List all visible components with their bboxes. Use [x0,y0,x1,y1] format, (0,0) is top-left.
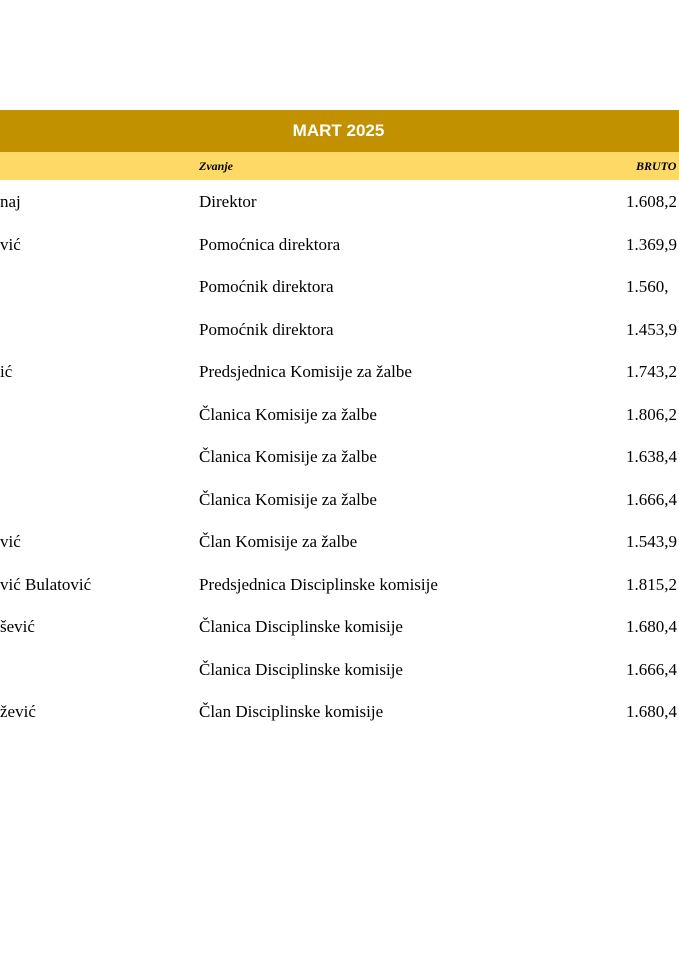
table-row [0,478,679,521]
cell-title: Član Komisije za žalbe [199,532,358,551]
cell-amount: 1.680,4 [626,617,677,636]
cell-amount: 1.680,4 [626,702,677,721]
cell-amount: 1.666,4 [626,659,677,679]
table-row [0,350,679,393]
table-row [0,308,679,351]
cell-title: Predsjednica Komisije za žalbe [199,362,412,381]
column-header-bruto: BRUTO [636,159,677,173]
table-row [0,223,679,266]
table-row [0,393,679,436]
table-title-band [0,110,679,152]
cell-amount: 1.369,9 [626,234,677,254]
cell-title: Članica Disciplinske komisije [199,659,403,679]
cell-amount: 1.638,4 [626,447,677,466]
cell-amount: 1.608,2 [626,192,677,211]
table-row [0,690,679,733]
cell-amount: 1.666,4 [626,489,677,509]
cell-name: vić [0,234,21,254]
cell-title: Članica Komisije za žalbe [199,404,377,424]
cell-name: šević [0,617,35,636]
table-row [0,648,679,691]
cell-title: Direktor [199,192,257,211]
cell-amount: 1.560, [626,277,669,296]
cell-name: naj [0,192,21,211]
table-header-row [0,152,679,180]
cell-title: Predsjednica Disciplinske komisije [199,574,438,594]
cell-name: vić Bulatović [0,574,92,594]
table-row [0,563,679,606]
cell-amount: 1.543,9 [626,532,677,551]
cell-name: žević [0,702,36,721]
cell-title: Pomoćnik direktora [199,277,334,296]
cell-name: ić [0,362,13,381]
table-row [0,180,679,223]
table-row [0,605,679,648]
table-title: MART 2025 [292,121,385,140]
cell-amount: 1.453,9 [626,319,677,339]
table-body [0,180,679,733]
cell-amount: 1.815,2 [626,574,677,594]
cell-name: vić [0,532,21,551]
table-row [0,435,679,478]
cell-title: Članica Disciplinske komisije [199,617,403,636]
table-row [0,520,679,563]
cell-title: Članica Komisije za žalbe [199,489,377,509]
cell-amount: 1.806,2 [626,404,677,424]
cell-amount: 1.743,2 [626,362,677,381]
cell-title: Pomoćnik direktora [199,319,334,339]
cell-title: Pomoćnica direktora [199,234,341,254]
column-header-zvanje: Zvanje [199,159,233,173]
table-row [0,265,679,308]
cell-title: Članica Komisije za žalbe [199,447,377,466]
cell-title: Član Disciplinske komisije [199,702,384,721]
